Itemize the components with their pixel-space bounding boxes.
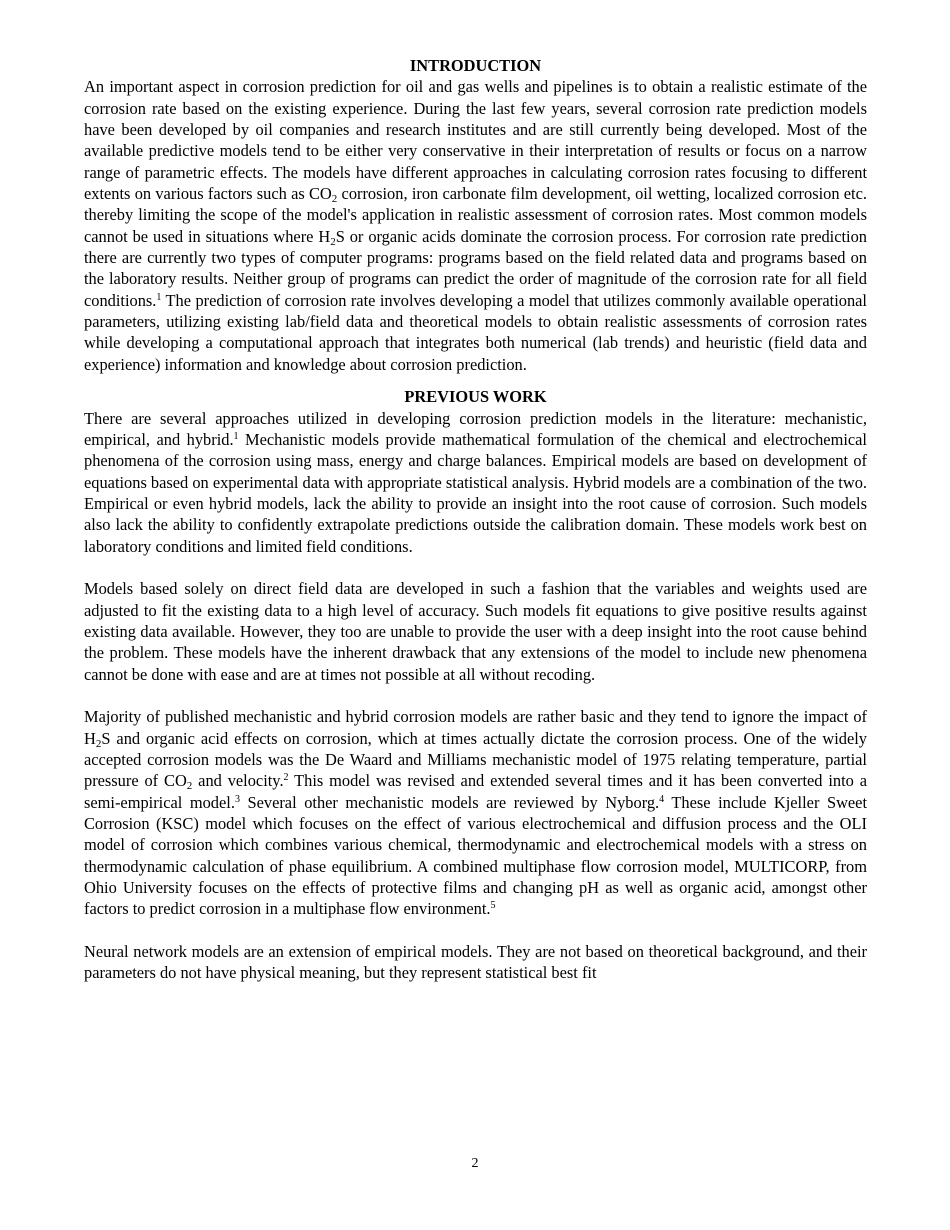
reference-marker: 1 xyxy=(156,291,162,303)
page-number: 2 xyxy=(471,1156,479,1171)
text-run: This model was revised and extended several times and it has been converted into a semi-empirical model. xyxy=(84,771,867,812)
introduction-heading: INTRODUCTION xyxy=(409,56,542,75)
text-run: Several other mechanistic models are reviewed by Nyborg. xyxy=(239,792,660,812)
previous-work-paragraph-1 xyxy=(84,408,867,557)
text-run: There are several approaches utilized in developing corrosion prediction models in the literature: mechanistic, empirical, and hybrid. xyxy=(84,408,867,449)
text-run: S and organic acid effects on corrosion, which at times actually dictate the corrosion process. One of the widely accepted corrosion models was the De Waard and Milliams mechanistic model of 1975 relating temperature, partial pressure of CO xyxy=(84,728,867,791)
text-run: S or organic acids dominate the corrosion process. For corrosion rate prediction there are currently two types of computer programs: programs based on the field related data and programs based on the laboratory results. Neither group of programs can predict the order of magnitude of the corrosion rate for all field conditions. xyxy=(84,226,867,310)
subscript: 2 xyxy=(330,235,336,248)
reference-marker: 1 xyxy=(233,430,239,442)
reference-marker: 4 xyxy=(659,793,665,805)
subscript: 2 xyxy=(95,737,102,750)
text-run: and velocity. xyxy=(192,771,284,791)
previous-work-paragraph-3 xyxy=(84,706,867,919)
reference-marker: 5 xyxy=(490,900,496,912)
reference-marker: 2 xyxy=(283,772,289,784)
previous-work-paragraph-2: Models based solely on direct field data are developed in such a fashion that the variables and weights used are adjusted to fit the existing data to a high level of accuracy. Such models fit equations to give positive results against existing data available. However, they too are unable to provide the user with a deep insight into the root cause behind the problem. These models have the inherent drawback that any extensions of the model to include new phenomena cannot be done with ease and are at times not possible at all without recoding. xyxy=(84,579,867,684)
introduction-paragraph xyxy=(84,76,867,375)
text-run: Majority of published mechanistic and hybrid corrosion models are rather basic and they tend to ignore the impact of H xyxy=(84,707,867,748)
text-run: Mechanistic models provide mathematical formulation of the chemical and electrochemical phenomena of the corrosion using mass, energy and charge balances. Empirical models are based on development of equations based on experimental data with appropriate statistical analysis. Hybrid models are a combination of the two. Empirical or even hybrid models, lack the ability to provide an insight into the root cause of corrosion. Such models also lack the ability to confidently extrapolate predictions outside the calibration domain. These models work best on laboratory conditions and limited field conditions. xyxy=(84,429,867,556)
subscript: 2 xyxy=(186,780,193,793)
text-run: The prediction of corrosion rate involves developing a model that utilizes commonly available operational parameters, utilizing existing lab/field data and theoretical models to obtain realistic assessments of corrosion rates while developing a computational approach that integrates both numerical (lab trends) and heuristic (field data and experience) information and knowledge about corrosion prediction. xyxy=(84,290,867,374)
text-run: corrosion, iron carbonate film development, oil wetting, localized corrosion etc. thereby limiting the scope of the model's application in realistic assessment of corrosion rates. Most common models cannot be used in situations where H xyxy=(84,184,867,246)
reference-marker: 3 xyxy=(234,793,240,805)
page-body xyxy=(84,55,867,984)
text-run: These include Kjeller Sweet Corrosion (KSC) model which focuses on the effect of various electrochemical and diffusion process and the OLI model of corrosion which combines various chemical, thermodynamic and electrochemical models with a stress on thermodynamic calculation of phase equilibrium. A combined multiphase flow corrosion model, MULTICORP, from Ohio University focuses on the effects of protective films and changing pH as well as organic acid, amongst other factors to predict corrosion in a multiphase flow environment. xyxy=(84,792,868,919)
previous-work-heading: PREVIOUS WORK xyxy=(404,387,547,407)
text-run: An important aspect in corrosion prediction for oil and gas wells and pipelines is to obtain a realistic estimate of the corrosion rate based on the existing experience. During the last few years, several corrosion rate prediction models have been developed by oil companies and research institutes and are still currently being developed. Most of the available predictive models tend to be either very conservative in their interpretation of results or focus on a narrow range of parametric effects. The models have different approaches in calculating corrosion rates focusing to different extents on various factors such as CO xyxy=(84,77,867,204)
subscript: 2 xyxy=(331,193,338,206)
previous-work-paragraph-4: Neural network models are an extension of empirical models. They are not based on theoretical background, and their parameters do not have physical meaning, but they represent statistical best fit xyxy=(84,942,867,983)
